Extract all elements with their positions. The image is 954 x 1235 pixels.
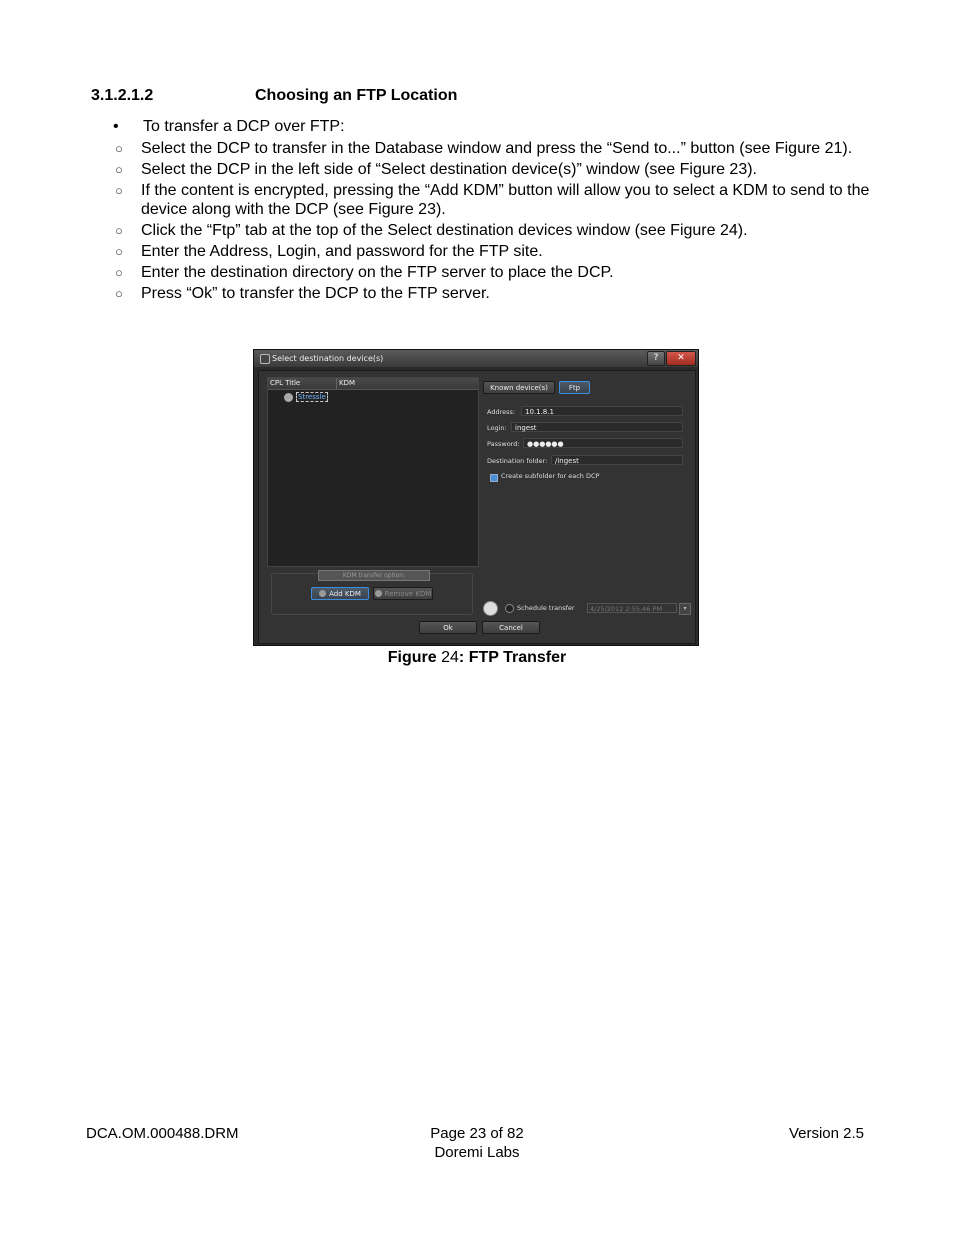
step-item: ○ Enter the Address, Login, and password for the FTP site. bbox=[115, 243, 543, 260]
destination-field[interactable]: /ingest bbox=[551, 455, 683, 465]
footer-version: Version 2.5 bbox=[788, 1125, 864, 1142]
remove-kdm-button[interactable]: Remove KDM bbox=[373, 587, 433, 600]
list-item-label: Stressle bbox=[298, 393, 326, 401]
bullet-text: To transfer a DCP over FTP: bbox=[143, 118, 345, 135]
dialog-body bbox=[258, 370, 696, 644]
dcp-icon bbox=[284, 393, 293, 402]
bullet-item bbox=[113, 117, 873, 136]
address-field[interactable]: 10.1.8.1 bbox=[521, 406, 683, 416]
remove-icon bbox=[375, 590, 382, 597]
list-header bbox=[268, 378, 478, 390]
schedule-radio[interactable] bbox=[505, 604, 514, 613]
login-label: Login: bbox=[487, 424, 507, 432]
step-item: ○ Click the “Ftp” tab at the top of the Select destination devices window (see Figure 24). bbox=[115, 222, 748, 239]
step-item: ○ Select the DCP in the left side of “Select destination device(s)” window (see Figure 23). bbox=[115, 161, 757, 178]
ok-button[interactable]: Ok bbox=[419, 621, 477, 634]
add-icon bbox=[319, 590, 326, 597]
col-kdm[interactable]: KDM bbox=[336, 378, 355, 389]
col-cpl-title[interactable]: CPL Title bbox=[270, 379, 301, 387]
login-field[interactable]: ingest bbox=[511, 422, 683, 432]
page-number: Page 23 of 82 bbox=[430, 1125, 524, 1142]
tab-ftp[interactable]: Ftp bbox=[559, 381, 590, 394]
dialog-title: Select destination device(s) bbox=[272, 354, 384, 363]
cpl-list[interactable] bbox=[267, 377, 479, 567]
instructions bbox=[113, 117, 873, 305]
list-item[interactable] bbox=[284, 392, 328, 402]
section-number: 3.1.2.1.2 bbox=[91, 87, 154, 104]
subfolder-label: Create subfolder for each DCP bbox=[501, 472, 600, 480]
kdm-options-label: KDM transfer option: bbox=[318, 570, 430, 581]
schedule-label: Schedule transfer bbox=[517, 604, 575, 612]
close-button[interactable]: ✕ bbox=[666, 351, 696, 366]
step-list bbox=[113, 139, 873, 303]
password-field[interactable]: ●●●●●● bbox=[523, 438, 683, 448]
add-kdm-button[interactable]: Add KDM bbox=[311, 587, 369, 600]
figure-caption: Figure 24: FTP Transfer bbox=[387, 649, 567, 666]
dialog-titlebar bbox=[254, 350, 698, 367]
step-item: ○ If the content is encrypted, pressing the “Add KDM” button will allow you to select a KDM to send to the device along with the DCP (see Figure 23). bbox=[115, 182, 870, 218]
figure-number: 24 bbox=[441, 649, 459, 666]
password-label: Password: bbox=[487, 440, 520, 448]
datetime-spinner-icon[interactable]: ▾ bbox=[679, 603, 691, 615]
company-name: Doremi Labs bbox=[434, 1144, 520, 1161]
clock-icon bbox=[483, 601, 498, 616]
address-label: Address: bbox=[487, 408, 516, 416]
schedule-datetime[interactable]: 4/25/2012 2:55:46 PM bbox=[587, 603, 677, 613]
footer-doc-id: DCA.OM.000488.DRM bbox=[86, 1125, 239, 1142]
cancel-button[interactable]: Cancel bbox=[482, 621, 540, 634]
step-item: ○ Press “Ok” to transfer the DCP to the FTP server. bbox=[115, 285, 490, 302]
help-button[interactable]: ? bbox=[647, 351, 665, 366]
footer-page bbox=[377, 1124, 577, 1162]
step-item: ○ Enter the destination directory on the FTP server to place the DCP. bbox=[115, 264, 614, 281]
section-title: Choosing an FTP Location bbox=[255, 87, 458, 104]
tab-known-devices[interactable]: Known device(s) bbox=[483, 381, 555, 394]
bullet-dot: • bbox=[113, 118, 119, 135]
step-item: ○ Select the DCP to transfer in the Database window and press the “Send to...” button (see Figure 21). bbox=[115, 140, 853, 157]
destination-label: Destination folder: bbox=[487, 457, 548, 465]
app-icon bbox=[260, 354, 270, 364]
section-heading bbox=[91, 87, 457, 105]
select-destination-dialog bbox=[253, 349, 699, 646]
subfolder-checkbox[interactable] bbox=[490, 474, 498, 482]
